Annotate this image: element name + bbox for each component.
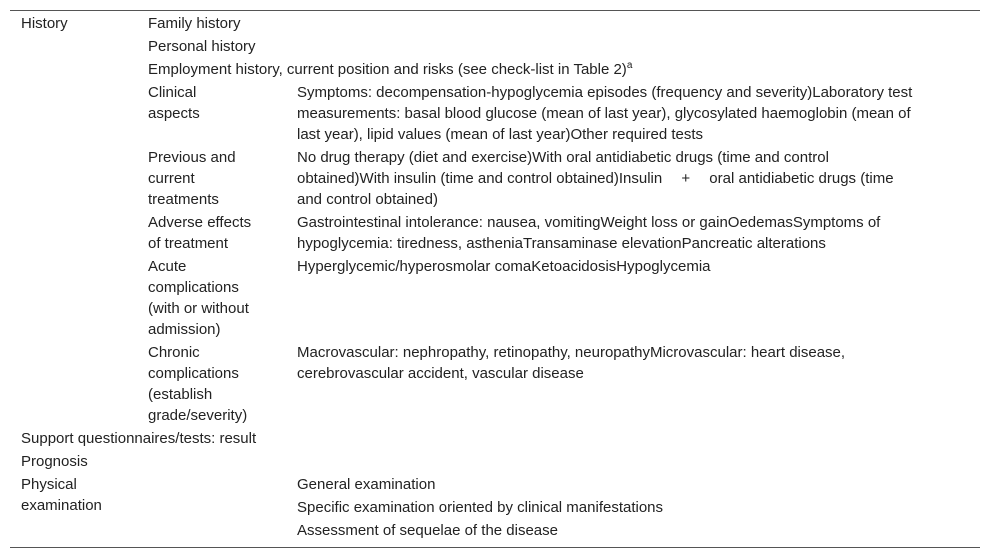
acute-label-line: Acute xyxy=(148,258,187,275)
section-physical-line: Physical xyxy=(21,476,77,493)
physical-item: Specific examination oriented by clinical manifestations xyxy=(297,499,664,516)
treatments-detail-line: obtained)With insulin (time and control obtained)Insulin + oral antidiabetic drugs (time xyxy=(297,170,894,187)
clinical-detail-line: last year), lipid values (mean of last year)Other required tests xyxy=(297,126,704,143)
chronic-label-line: (establish xyxy=(148,386,213,403)
employment-history xyxy=(148,59,632,80)
acute-label-line: admission) xyxy=(148,321,221,338)
adverse-label-line: of treatment xyxy=(148,235,229,252)
chronic-label-line: complications xyxy=(148,365,239,382)
treatments-detail-line: and control obtained) xyxy=(297,191,438,208)
clinical-label-line: Clinical xyxy=(148,84,197,101)
acute-label-line: (with or without xyxy=(148,300,249,317)
family-history: Family history xyxy=(148,15,241,32)
clinical-label-line: aspects xyxy=(148,105,200,122)
footnote-marker: a xyxy=(626,60,633,71)
clinical-detail-line: measurements: basal blood glucose (mean of last year), glycosylated haemoglobin (mean of xyxy=(297,105,911,122)
section-history: History xyxy=(21,15,68,32)
treatments-label-line: Previous and xyxy=(148,149,236,166)
treatments-label-line: current xyxy=(148,170,195,187)
acute-detail-line: Hyperglycemic/hyperosmolar comaKetoacidosisHypoglycemia xyxy=(297,258,711,275)
adverse-detail-line: hypoglycemia: tiredness, astheniaTransaminase elevationPancreatic alterations xyxy=(297,235,826,252)
employment-history-text: Employment history, current position and risks (see check-list in Table 2) xyxy=(148,61,627,78)
treatments-detail-line: No drug therapy (diet and exercise)With oral antidiabetic drugs (time and control xyxy=(297,149,829,166)
table-bottom-rule xyxy=(10,547,980,548)
physical-item: General examination xyxy=(297,476,436,493)
table-top-rule xyxy=(10,10,980,11)
section-prognosis: Prognosis xyxy=(21,453,88,470)
chronic-label-line: grade/severity) xyxy=(148,407,248,424)
adverse-label-line: Adverse effects xyxy=(148,214,252,231)
chronic-detail-line: cerebrovascular accident, vascular disease xyxy=(297,365,584,382)
treatments-label-line: treatments xyxy=(148,191,219,208)
assessment-table xyxy=(10,10,980,547)
chronic-detail-line: Macrovascular: nephropathy, retinopathy, neuropathyMicrovascular: heart disease, xyxy=(297,344,846,361)
acute-label-line: complications xyxy=(148,279,239,296)
adverse-detail-line: Gastrointestinal intolerance: nausea, vomitingWeight loss or gainOedemasSymptoms of xyxy=(297,214,881,231)
physical-item: Assessment of sequelae of the disease xyxy=(297,522,558,539)
clinical-detail-line: Symptoms: decompensation-hypoglycemia episodes (frequency and severity)Laboratory test xyxy=(297,84,913,101)
chronic-label-line: Chronic xyxy=(148,344,200,361)
section-physical-line: examination xyxy=(21,497,102,514)
personal-history: Personal history xyxy=(148,38,256,55)
section-support: Support questionnaires/tests: result xyxy=(21,430,257,447)
